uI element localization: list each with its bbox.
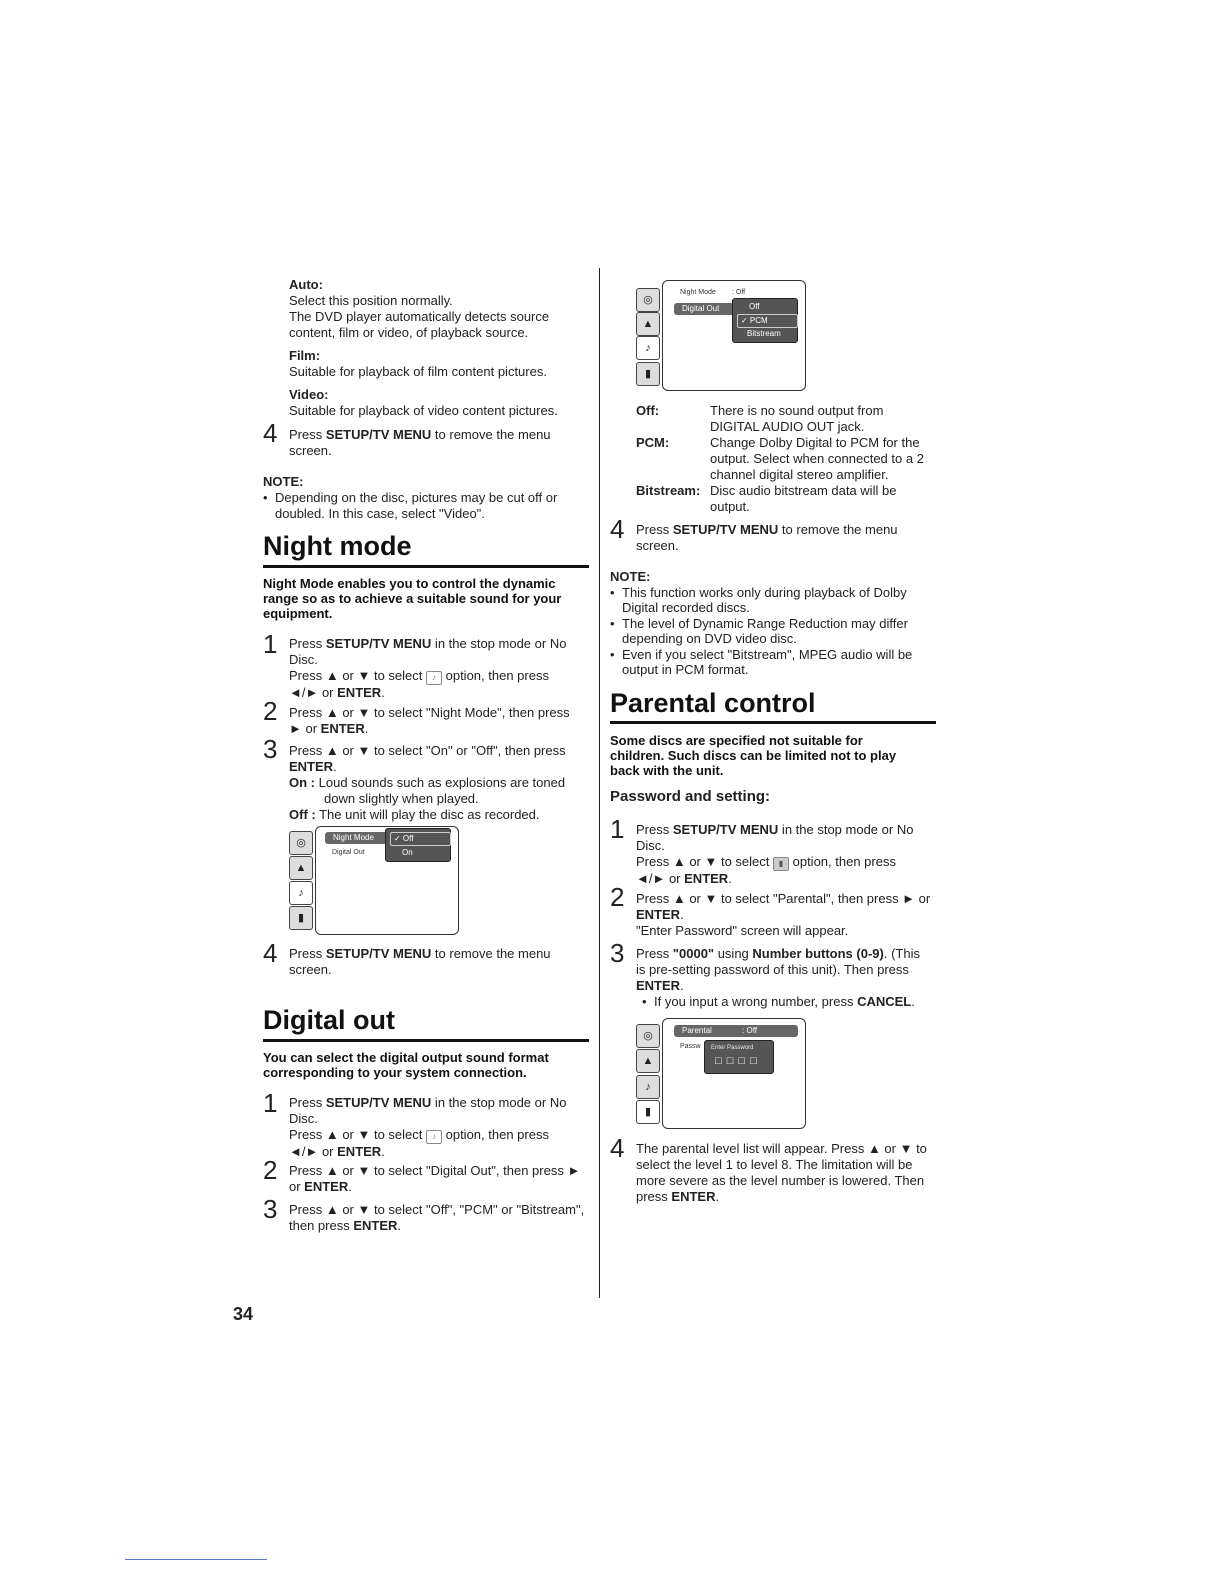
night-step-1 [289, 636, 594, 701]
night-step-4 [289, 946, 589, 978]
step-text: Disc. [289, 1111, 318, 1126]
menu-row-digital-out: Digital Out [332, 849, 365, 856]
intro-line: Night Mode enables you to control the dynamic [263, 576, 556, 591]
step-text: Press [636, 522, 673, 537]
def-text: Change Dolby Digital to PCM for the [710, 435, 920, 450]
step-key: SETUP/TV MENU [325, 636, 432, 651]
step-text: . [348, 1179, 352, 1194]
heading-rule [263, 1039, 589, 1042]
step-text: Disc. [636, 838, 665, 853]
step-text: . [680, 978, 684, 993]
step-text: . [911, 994, 915, 1009]
step-number: 2 [263, 1155, 278, 1185]
column-divider [599, 268, 600, 1298]
digital-step-1 [289, 1095, 594, 1160]
step-number: 4 [263, 418, 278, 448]
step-key: SETUP/TV MENU [325, 946, 432, 961]
step-text: to remove the menu [431, 427, 551, 442]
intro-line: range so as to achieve a suitable sound for your [263, 591, 562, 606]
note-bullet: • Even if you select "Bitstream", MPEG audio will be [610, 647, 940, 663]
step-text: Press ▲ or ▼ to select "Parental", then press ► or [636, 891, 931, 906]
step-text: to remove the menu [778, 522, 898, 537]
step-text: . [680, 907, 684, 922]
step-number: 3 [610, 938, 625, 968]
intro-line: Some discs are specified not suitable for [610, 733, 863, 748]
step-text: select the level 1 to level 8. The limitation will be [636, 1157, 913, 1172]
step-text: screen. [636, 538, 679, 553]
step-key: SETUP/TV MENU [672, 822, 779, 837]
step-key: ENTER [304, 1179, 349, 1194]
step-4-film [289, 427, 589, 459]
note-bullet-cont: doubled. In this case, select "Video". [275, 506, 485, 521]
lock-icon: ▮ [636, 362, 660, 386]
parental-label: Parental [682, 1026, 712, 1035]
step-text: . [364, 721, 369, 736]
popup-title: Enter Password [711, 1045, 754, 1051]
def-text: There is no sound output from [710, 403, 884, 418]
off-label: Off : [289, 807, 316, 822]
note-bullet-cont: output in PCM format. [622, 662, 749, 677]
night-mode-menu-screen [289, 826, 459, 936]
digital-out-menu-screen [636, 280, 808, 392]
step-text: option, then press [442, 1127, 549, 1142]
step-text: screen. [289, 962, 332, 977]
note-bullet-cont: Digital recorded discs. [622, 600, 750, 615]
footer-rule [125, 1559, 267, 1560]
def-term: PCM: [636, 435, 670, 450]
note-bullet: • The level of Dynamic Range Reduction may differ [610, 616, 940, 632]
step-number: 3 [263, 1194, 278, 1224]
step-text: Press ▲ or ▼ to select "Off", "PCM" or "Bitstream", [289, 1202, 585, 1217]
step-text: The parental level list will appear. Press ▲ or ▼ to [636, 1141, 927, 1156]
note-bullet-cont: depending on DVD video disc. [622, 631, 797, 646]
menu-row-night-mode: Night Mode [325, 832, 389, 844]
step-text: Press [636, 946, 673, 961]
step-text: Press [289, 636, 326, 651]
parental-step-4 [636, 1141, 941, 1205]
option-off: Off [749, 302, 760, 311]
on-label: On : [289, 775, 315, 790]
step-key: "0000" [672, 946, 715, 961]
menu-row-password: Passw [680, 1043, 701, 1050]
step-text: . [333, 759, 337, 774]
step-key: SETUP/TV MENU [325, 427, 432, 442]
step-text: Press ▲ or ▼ to select [636, 854, 773, 869]
step-text: Disc. [289, 652, 318, 667]
step-text: . [381, 1144, 385, 1159]
step-text: using [714, 946, 753, 961]
menu-row-parental [674, 1025, 798, 1037]
note-1 [263, 474, 593, 522]
parental-step-1 [636, 822, 941, 887]
step-text: . [715, 1189, 720, 1204]
def-term: Off: [636, 403, 660, 418]
step-number: 3 [263, 734, 278, 764]
film-line: Suitable for playback of film content pictures. [289, 364, 547, 379]
step-text: . (This [883, 946, 920, 961]
step-number: 1 [263, 1088, 278, 1118]
step-text: option, then press [789, 854, 896, 869]
parental-value: : Off [742, 1026, 757, 1035]
parental-step-2 [636, 891, 941, 939]
picture-icon: ▲ [289, 856, 313, 880]
digital-step-2 [289, 1163, 594, 1195]
option-box [385, 828, 451, 862]
step-key: ENTER [353, 1218, 398, 1233]
digital-out-heading: Digital out [263, 1005, 395, 1035]
step-text: more severe as the level number is lowered. Then [636, 1173, 925, 1188]
on-text: Loud sounds such as explosions are toned [318, 775, 566, 790]
disc-icon: ◎ [289, 831, 313, 855]
step-text: ◄/► or [636, 871, 685, 886]
parental-step-3 [636, 946, 941, 1010]
intro-line: corresponding to your system connection. [263, 1065, 527, 1080]
step-text: to remove the menu [431, 946, 551, 961]
intro-line: equipment. [263, 606, 333, 621]
step-number: 2 [610, 882, 625, 912]
definition-list [636, 403, 936, 515]
step-key: SETUP/TV MENU [325, 1095, 432, 1110]
def-text: Disc audio bitstream data will be [710, 483, 897, 498]
lock-icon: ▮ [773, 857, 789, 871]
intro-line: back with the unit. [610, 763, 724, 778]
sound-icon: ♪ [289, 881, 313, 905]
step-text: If you input a wrong number, press [654, 994, 858, 1009]
step-text: Press ▲ or ▼ to select "Digital Out", then press ► [289, 1163, 581, 1178]
disc-icon: ◎ [636, 288, 660, 312]
step-text: Press ▲ or ▼ to select [289, 668, 426, 683]
option-bitstream: Bitstream [747, 329, 781, 338]
step-text: Press [289, 427, 326, 442]
step-key: ENTER [636, 978, 681, 993]
disc-icon: ◎ [636, 1024, 660, 1048]
step-text: is pre-setting password of this unit). Then press [636, 962, 909, 977]
auto-section [289, 277, 589, 419]
off-text: The unit will play the disc as recorded. [319, 807, 540, 822]
def-bitstream [636, 483, 936, 515]
page-number: 34 [233, 1304, 254, 1324]
parental-control-heading: Parental control [610, 688, 816, 718]
step-text: ◄/► or [289, 1144, 338, 1159]
step-text: screen. [289, 443, 332, 458]
step-key: ENTER [337, 1144, 382, 1159]
parental-intro [610, 733, 940, 778]
night-mode-heading: Night mode [263, 531, 412, 561]
sound-icon: ♪ [426, 1130, 442, 1144]
note-title: NOTE: [610, 569, 651, 584]
step-text: Press ▲ or ▼ to select "On" or "Off", then press [289, 743, 566, 758]
intro-line: children. Such discs can be limited not to play [610, 748, 897, 763]
intro-line: You can select the digital output sound format [263, 1050, 549, 1065]
digital-out-intro [263, 1050, 593, 1080]
option-pcm: ✓ PCM [737, 314, 798, 328]
def-off [636, 403, 936, 435]
step-text: option, then press [442, 668, 549, 683]
lock-icon: ▮ [636, 1100, 660, 1124]
def-text: output. [710, 499, 750, 514]
auto-label: Auto: [289, 277, 323, 292]
password-boxes: □ □ □ □ [715, 1055, 758, 1067]
option-off: ✓ Off [390, 832, 451, 846]
step-text: Press [289, 946, 326, 961]
sound-icon: ♪ [636, 336, 660, 360]
step-text: in the stop mode or No [431, 1095, 567, 1110]
step-text: . [397, 1218, 402, 1233]
step-text: press [636, 1189, 672, 1204]
step-number: 1 [610, 814, 625, 844]
option-on: On [402, 848, 413, 857]
def-text: channel digital stereo amplifier. [710, 467, 889, 482]
note-bullet: • This function works only during playback of Dolby [610, 585, 940, 601]
def-text: DIGITAL AUDIO OUT jack. [710, 419, 865, 434]
step-number: 2 [263, 696, 278, 726]
auto-line-2: The DVD player automatically detects source [289, 309, 550, 324]
note-2 [610, 569, 940, 678]
def-pcm [636, 435, 936, 483]
menu-row-night-mode-value: : Off [732, 289, 746, 296]
film-label: Film: [289, 348, 321, 363]
step-number: 4 [610, 1133, 625, 1163]
menu-row-night-mode: Night Mode [680, 289, 716, 296]
password-subheading: Password and setting: [610, 788, 771, 805]
password-popup [704, 1040, 774, 1074]
step-text: ► or [289, 721, 321, 736]
step-number: 4 [610, 514, 625, 544]
sound-icon: ♪ [426, 671, 442, 685]
step-text: ◄/► or [289, 685, 338, 700]
digital-step-3 [289, 1202, 594, 1234]
step-key: ENTER [337, 685, 382, 700]
def-term: Bitstream: [636, 483, 701, 498]
step-text: then press [289, 1218, 354, 1233]
on-text-cont: down slightly when played. [324, 791, 479, 806]
heading-rule [263, 565, 589, 568]
def-text: output. Select when connected to a 2 [710, 451, 924, 466]
lock-icon: ▮ [289, 906, 313, 930]
auto-line-3: content, film or video, of playback source. [289, 325, 529, 340]
step-key: CANCEL [857, 994, 912, 1009]
step-text: Press ▲ or ▼ to select [289, 1127, 426, 1142]
note-title: NOTE: [263, 474, 304, 489]
step-key: ENTER [320, 721, 365, 736]
step-key: ENTER [684, 871, 729, 886]
step-key: ENTER [671, 1189, 716, 1204]
step-text: Press [289, 1095, 326, 1110]
step-key: Number buttons (0-9) [752, 946, 884, 961]
step-number: 4 [263, 938, 278, 968]
heading-rule [610, 721, 936, 724]
step-text: . [728, 871, 732, 886]
step-key: SETUP/TV MENU [672, 522, 779, 537]
auto-line-1: Select this position normally. [289, 293, 453, 308]
video-line: Suitable for playback of video content pictures. [289, 403, 558, 418]
step-text: in the stop mode or No [778, 822, 914, 837]
step-number: 1 [263, 629, 278, 659]
option-box [732, 298, 798, 343]
step-text: Press ▲ or ▼ to select "Night Mode", then press [289, 705, 570, 720]
night-mode-intro [263, 576, 593, 621]
night-step-3 [289, 743, 594, 823]
step-text: Press [636, 822, 673, 837]
step-key: ENTER [289, 759, 334, 774]
picture-icon: ▲ [636, 312, 660, 336]
menu-row-digital-out: Digital Out [674, 303, 734, 315]
picture-icon: ▲ [636, 1049, 660, 1073]
step-key: ENTER [636, 907, 681, 922]
step-text: in the stop mode or No [431, 636, 567, 651]
step-text: or [289, 1179, 305, 1194]
step-text: "Enter Password" screen will appear. [636, 923, 849, 938]
digital-step-4 [636, 522, 936, 554]
parental-menu-screen [636, 1018, 808, 1130]
step-text: . [381, 685, 385, 700]
night-step-2 [289, 705, 594, 737]
sound-icon: ♪ [636, 1075, 660, 1099]
note-bullet: • Depending on the disc, pictures may be cut off or [263, 490, 593, 506]
video-label: Video: [289, 387, 329, 402]
